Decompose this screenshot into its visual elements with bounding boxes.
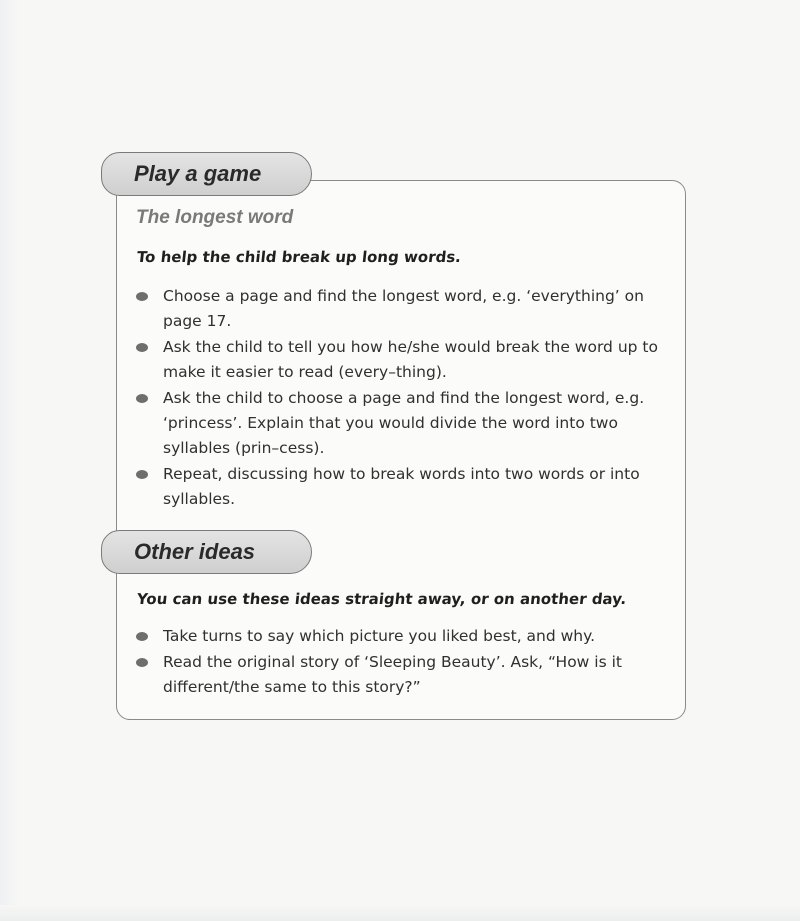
list-item xyxy=(136,284,681,334)
bullet-dot-icon xyxy=(136,632,148,641)
page-edge-shadow xyxy=(0,0,18,921)
list-item xyxy=(136,650,681,700)
other-ideas-subtitle: You can use these ideas straight away, or on another day. xyxy=(136,590,628,608)
bullet-dot-icon xyxy=(136,343,148,352)
play-game-subtitle: To help the child break up long words. xyxy=(136,248,462,266)
list-item-text: Ask the child to tell you how he/she would break the word up to make it easier to read (every–thing). xyxy=(163,338,658,381)
other-ideas-list xyxy=(136,624,681,701)
page-bottom-shadow xyxy=(0,905,800,921)
bullet-dot-icon xyxy=(136,394,148,403)
play-a-game-heading: Play a game xyxy=(134,161,262,186)
list-item xyxy=(136,335,681,385)
play-game-list xyxy=(136,284,681,513)
other-ideas-tab xyxy=(101,530,312,574)
list-item-text: Choose a page and find the longest word, e.g. ‘everything’ on page 17. xyxy=(163,287,644,330)
list-item-text: Take turns to say which picture you liked best, and why. xyxy=(163,627,596,645)
other-ideas-heading: Other ideas xyxy=(134,539,256,564)
list-item-text: Read the original story of ‘Sleeping Beauty’. Ask, “How is it different/the same to this story?” xyxy=(163,653,622,696)
play-a-game-tab xyxy=(101,152,312,196)
list-item xyxy=(136,386,681,461)
list-item-text: Repeat, discussing how to break words into two words or into syllables. xyxy=(163,465,640,508)
bullet-dot-icon xyxy=(136,658,148,667)
bullet-dot-icon xyxy=(136,470,148,479)
game-title: The longest word xyxy=(136,207,294,228)
list-item xyxy=(136,624,681,649)
list-item xyxy=(136,462,681,512)
bullet-dot-icon xyxy=(136,292,148,301)
list-item-text: Ask the child to choose a page and find the longest word, e.g. ‘princess’. Explain that you would divide the word into two syllables (prin–cess). xyxy=(163,389,645,457)
